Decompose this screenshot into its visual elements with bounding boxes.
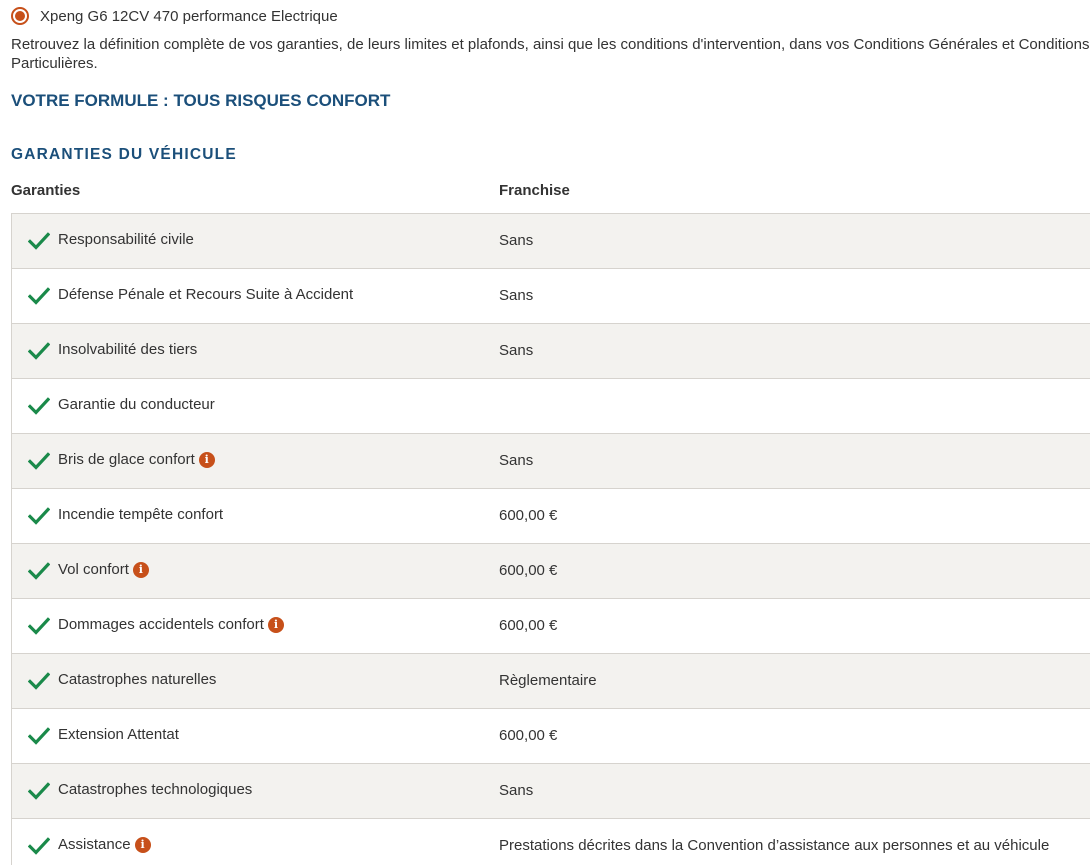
check-icon bbox=[28, 231, 50, 251]
guarantee-name bbox=[58, 781, 252, 798]
guarantee-name-label: Catastrophes technologiques bbox=[58, 781, 253, 798]
guarantee-name bbox=[58, 286, 353, 303]
guarantee-name bbox=[58, 506, 223, 523]
guarantee-name-label: Insolvabilité des tiers bbox=[58, 341, 198, 358]
info-icon[interactable]: i bbox=[135, 837, 151, 853]
table-row bbox=[11, 323, 1090, 378]
guarantee-name-label: Incendie tempête confort bbox=[58, 506, 224, 523]
table-row bbox=[11, 488, 1090, 543]
franchise-value: Règlementaire bbox=[499, 672, 597, 689]
franchise-value: 600,00 € bbox=[499, 727, 558, 744]
header-franchise: Franchise bbox=[499, 182, 570, 199]
guarantee-name bbox=[58, 671, 216, 688]
guarantee-name-label: Bris de glace confort bbox=[58, 451, 195, 468]
guarantee-name-label: Dommages accidentels confort bbox=[58, 616, 264, 633]
vehicle-option[interactable] bbox=[11, 5, 338, 27]
check-icon bbox=[28, 726, 50, 746]
guarantee-name-label: Catastrophes naturelles bbox=[58, 671, 217, 688]
check-icon bbox=[28, 341, 50, 361]
table-row bbox=[11, 708, 1090, 763]
check-icon bbox=[28, 396, 50, 416]
check-icon bbox=[28, 836, 50, 856]
check-icon bbox=[28, 671, 50, 691]
formule-title: VOTRE FORMULE : TOUS RISQUES CONFORT bbox=[11, 91, 391, 110]
franchise-value: Sans bbox=[499, 287, 534, 304]
radio-selected-dot bbox=[15, 11, 25, 21]
header-garanties: Garanties bbox=[11, 182, 81, 199]
guarantee-name bbox=[58, 726, 179, 743]
check-icon bbox=[28, 781, 50, 801]
guarantee-name-label: Responsabilité civile bbox=[58, 231, 194, 248]
info-icon[interactable]: i bbox=[199, 452, 215, 468]
table-row bbox=[11, 653, 1090, 708]
franchise-value: Sans bbox=[499, 232, 534, 249]
info-icon[interactable]: i bbox=[133, 562, 149, 578]
franchise-value: 600,00 € bbox=[499, 507, 558, 524]
check-icon bbox=[28, 451, 50, 471]
guarantee-name-label: Vol confort bbox=[58, 561, 129, 578]
table-row bbox=[11, 378, 1090, 433]
guarantee-name bbox=[58, 836, 151, 853]
check-icon bbox=[28, 286, 50, 306]
intro-text: Retrouvez la définition complète de vos garanties, de leurs limites et plafonds, ainsi que les conditions d'intervention, dans vos Conditions Générales et Conditions Particulières. bbox=[11, 36, 1090, 72]
guarantee-name bbox=[58, 451, 215, 468]
table-row bbox=[11, 433, 1090, 488]
franchise-value: Sans bbox=[499, 782, 534, 799]
check-icon bbox=[28, 561, 50, 581]
table-header bbox=[11, 182, 1090, 202]
info-icon[interactable]: i bbox=[268, 617, 284, 633]
guarantee-name bbox=[58, 616, 284, 633]
guarantee-name bbox=[58, 561, 149, 578]
vehicle-radio[interactable] bbox=[11, 7, 29, 25]
table-row bbox=[11, 818, 1090, 865]
franchise-value: Prestations décrites dans la Convention d’assistance aux personnes et au véhicule bbox=[499, 837, 1050, 854]
franchise-value: 600,00 € bbox=[499, 617, 558, 634]
franchise-value: Sans bbox=[499, 342, 534, 359]
check-icon bbox=[28, 616, 50, 636]
guarantee-name bbox=[58, 396, 215, 413]
section-title: GARANTIES DU VÉHICULE bbox=[11, 146, 237, 163]
guarantee-name-label: Extension Attentat bbox=[58, 726, 179, 743]
table-row bbox=[11, 763, 1090, 818]
table-row bbox=[11, 543, 1090, 598]
guarantee-name-label: Assistance bbox=[58, 836, 131, 853]
guarantee-table bbox=[11, 213, 1090, 865]
table-row bbox=[11, 268, 1090, 323]
vehicle-label: Xpeng G6 12CV 470 performance Electrique bbox=[40, 7, 338, 25]
guarantee-name bbox=[58, 341, 197, 358]
check-icon bbox=[28, 506, 50, 526]
guarantee-name-label: Garantie du conducteur bbox=[58, 396, 215, 413]
franchise-value: Sans bbox=[499, 452, 534, 469]
franchise-value: 600,00 € bbox=[499, 562, 558, 579]
guarantee-name-label: Défense Pénale et Recours Suite à Accident bbox=[58, 286, 354, 303]
table-row bbox=[11, 598, 1090, 653]
guarantee-name bbox=[58, 231, 194, 248]
table-row bbox=[11, 213, 1090, 268]
